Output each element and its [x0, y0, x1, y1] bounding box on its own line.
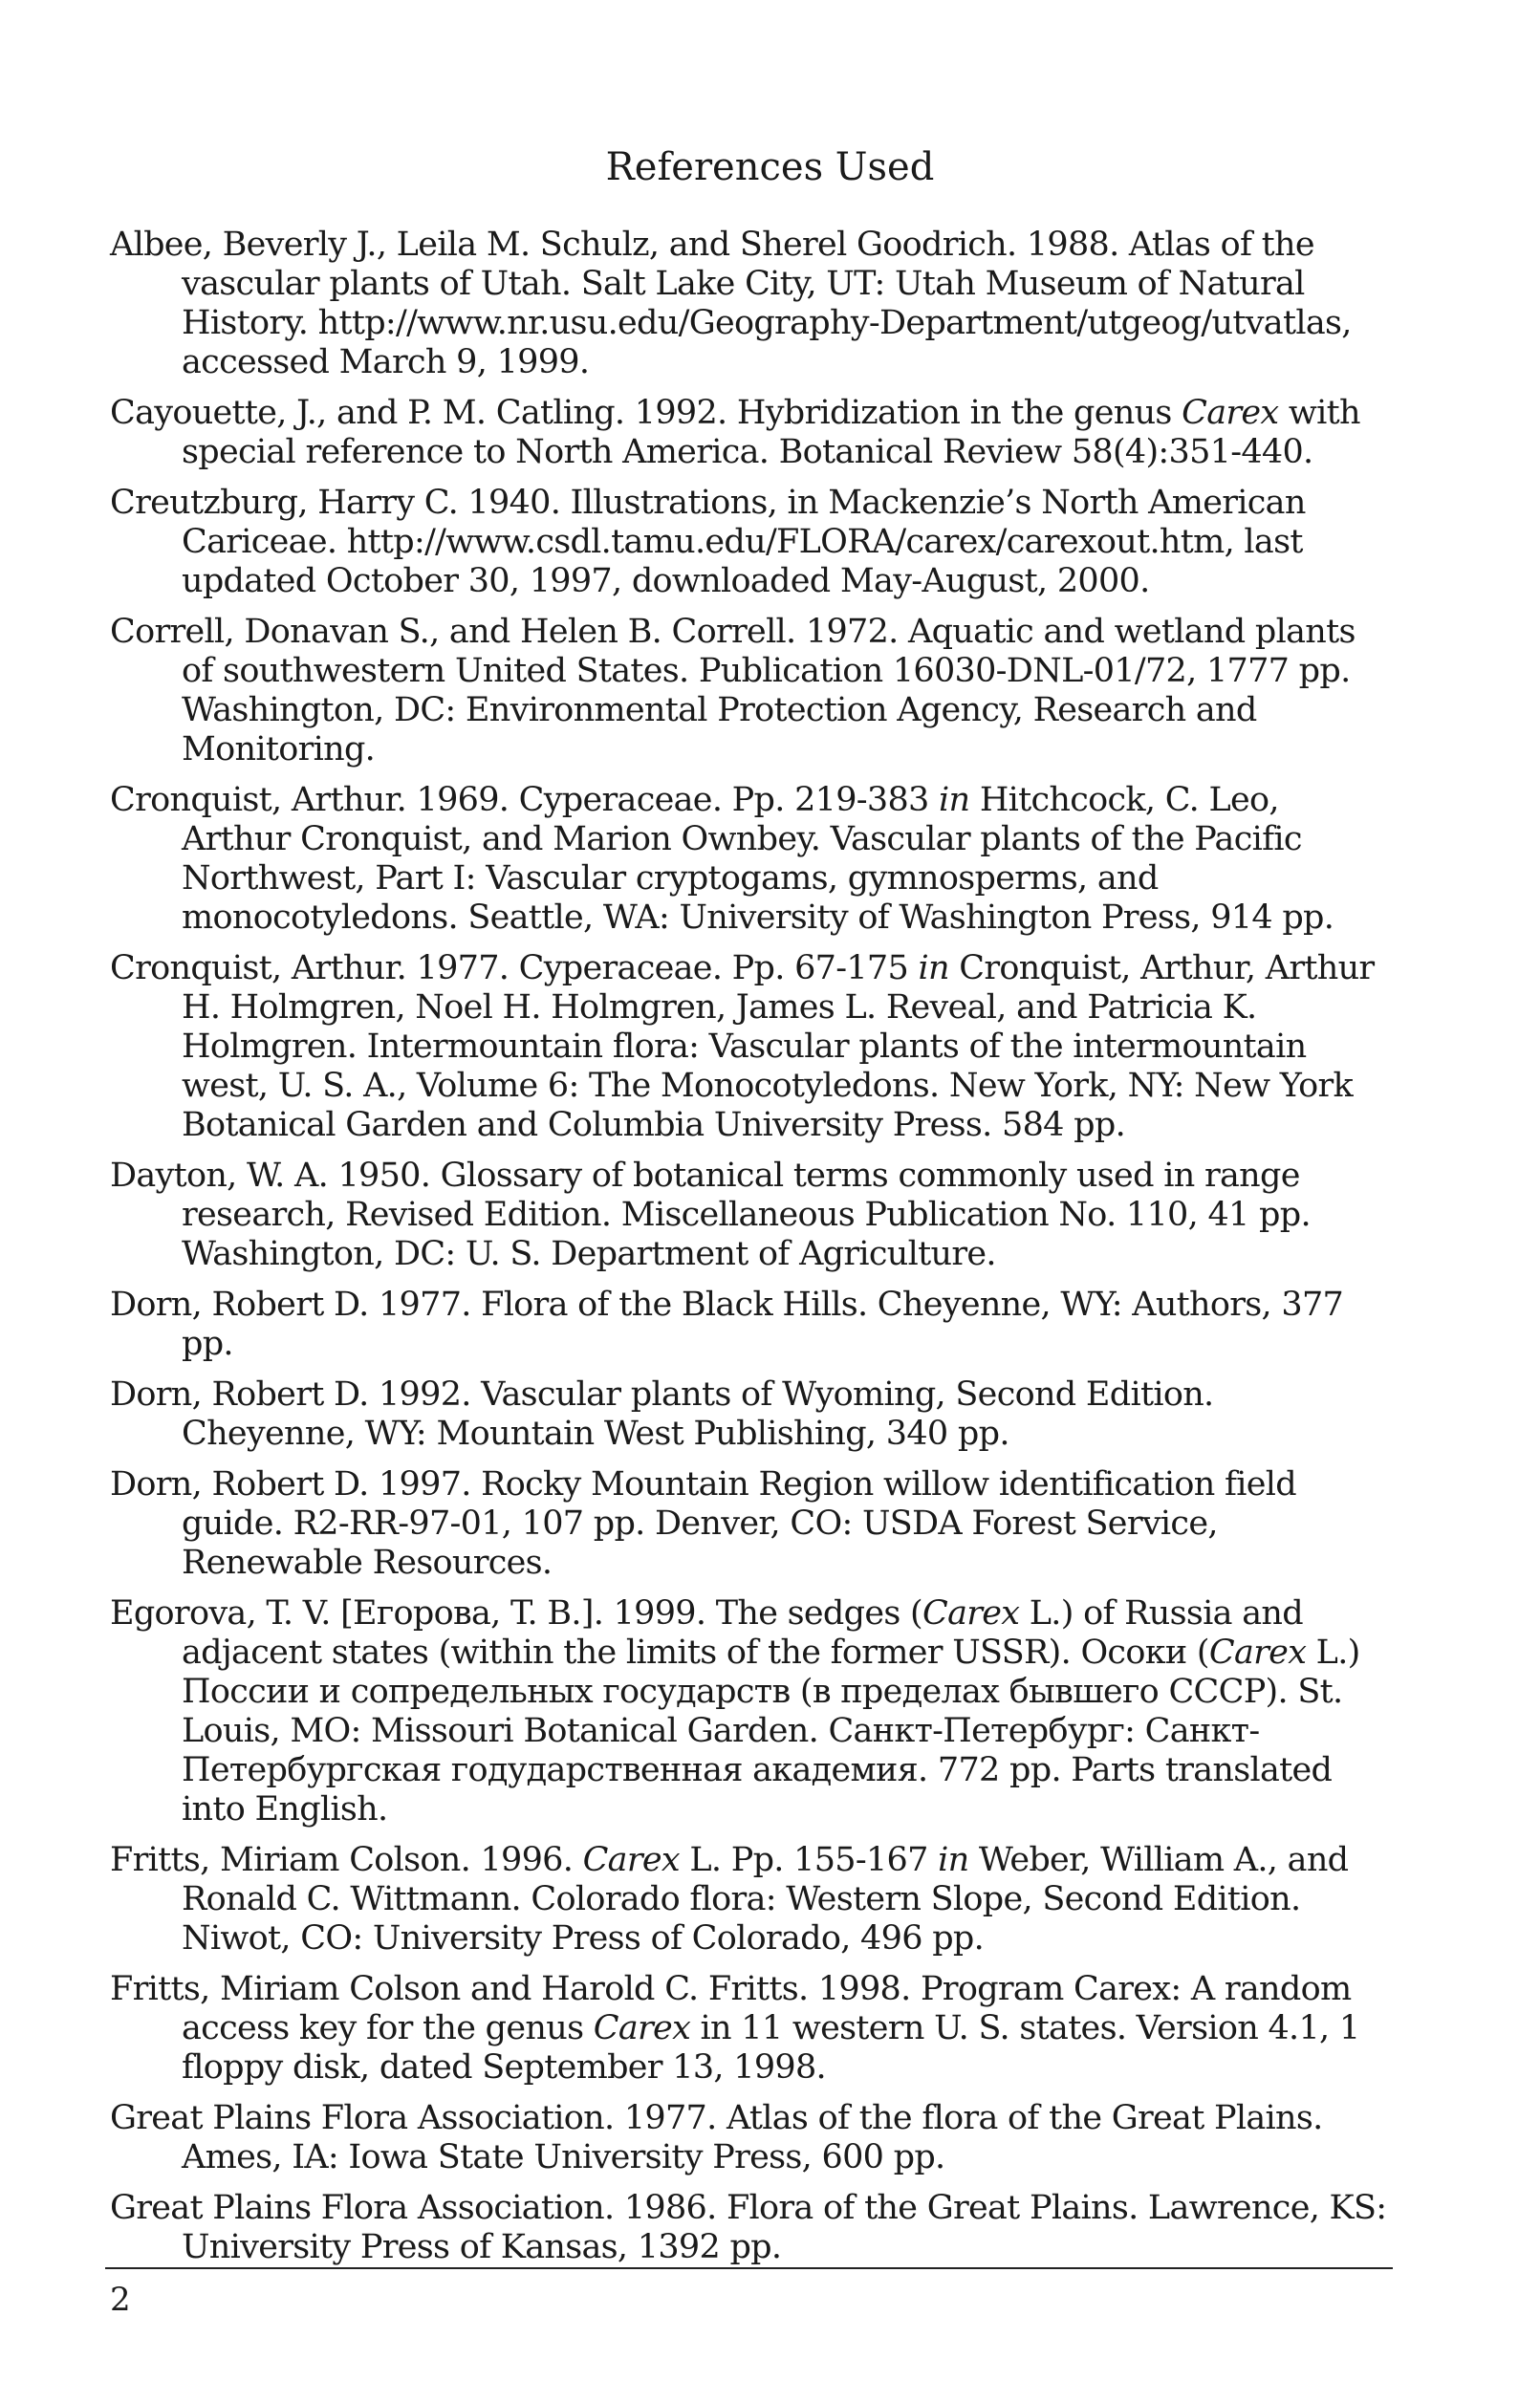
reference-entry — [110, 1594, 1391, 1829]
reference-text: Cronquist, Arthur. 1977. Cyperaceae. Pp. 67-175 — [110, 949, 919, 987]
reference-entry — [110, 613, 1391, 769]
reference-text: L.) Поссии и сопредельных государств (в пределах бывшего СССР). St. Louis, MO: Missouri Botanical Garden. Санкт-Петербург: Санкт-Петербургская годударственная академия. 772 pp. Parts translated into English. — [182, 1634, 1360, 1829]
reference-text: L.) of Russia and adjacent states (within the limits of the former USSR). Осоки ( — [182, 1594, 1303, 1672]
reference-text: Great Plains Flora Association. 1977. Atlas of the flora of the Great Plains. Ames, IA: Iowa State University Press, 600 pp. — [110, 2099, 1323, 2176]
reference-text: Cayouette, J., and P. M. Catling. 1992. Hybridization in the genus — [110, 394, 1182, 432]
reference-italic-text: Carex — [1182, 394, 1279, 432]
reference-text: Dayton, W. A. 1950. Glossary of botanical terms commonly used in range research, Revised Edition. Miscellaneous Publication No. 110, 41 pp. Washington, DC: U. S. Department of Agriculture. — [110, 1157, 1311, 1273]
reference-italic-text: Carex — [582, 1841, 680, 1879]
reference-text: Fritts, Miriam Colson. 1996. — [110, 1841, 583, 1879]
reference-italic-text: Carex — [1208, 1634, 1307, 1672]
reference-text: Creutzburg, Harry C. 1940. Illustrations, in Mackenzie’s North American Cariceae. http://www.csdl.tamu.edu/FLORA/carex/carexout.htm, last updated October 30, 1997, downloaded May-August, 2000. — [110, 484, 1306, 600]
reference-text: Cronquist, Arthur. 1969. Cyperaceae. Pp. 219-383 — [110, 781, 940, 819]
reference-entry — [110, 1465, 1391, 1583]
reference-text: Dorn, Robert D. 1992. Vascular plants of Wyoming, Second Edition. Cheyenne, WY: Mountain West Publishing, 340 pp. — [110, 1375, 1214, 1453]
reference-italic-text: in — [938, 1841, 969, 1879]
reference-text: with special reference to North America. Botanical Review 58(4):351-440. — [182, 394, 1360, 471]
reference-italic-text: in — [918, 949, 949, 987]
reference-text: Fritts, Miriam Colson and Harold C. Fritts. 1998. Program Carex: A random access key for the genus — [110, 1970, 1352, 2047]
reference-entry — [110, 1970, 1391, 2088]
reference-entry — [110, 2099, 1391, 2177]
footer-divider — [105, 2267, 1393, 2269]
reference-entry — [110, 1286, 1391, 1364]
reference-entry — [110, 2189, 1391, 2267]
reference-entry — [110, 394, 1391, 472]
reference-text: Great Plains Flora Association. 1986. Flora of the Great Plains. Lawrence, KS: University Press of Kansas, 1392 pp. — [110, 2189, 1387, 2266]
reference-text: Dorn, Robert D. 1977. Flora of the Black Hills. Cheyenne, WY: Authors, 377 pp. — [110, 1286, 1344, 1363]
reference-entry — [110, 1841, 1391, 1959]
reference-text: in 11 western U. S. states. Version 4.1, 1 floppy disk, dated September 13, 1998. — [182, 2009, 1360, 2087]
page-title: References Used — [605, 145, 935, 189]
reference-text: Cronquist, Arthur, Arthur H. Holmgren, Noel H. Holmgren, James L. Reveal, and Patricia K. Holmgren. Intermountain flora: Vascular plants of the intermountain west, U. S. A., Volume 6: The Monocotyledons. New York, NY: New York Botanical Garden and Columbia University Press. 584 pp. — [182, 949, 1375, 1144]
reference-entry — [110, 1375, 1391, 1454]
reference-text: Hitchcock, C. Leo, Arthur Cronquist, and Marion Ownbey. Vascular plants of the Pacific Northwest, Part I: Vascular cryptogams, gymnosperms, and monocotyledons. Seattle, WA: University of Washington Press, 914 pp. — [182, 781, 1334, 937]
reference-italic-text: Carex — [593, 2009, 691, 2047]
reference-entry — [110, 781, 1391, 938]
reference-entry — [110, 484, 1391, 601]
reference-italic-text: in — [939, 781, 970, 819]
reference-italic-text: Carex — [922, 1594, 1020, 1633]
reference-text: Correll, Donavan S., and Helen B. Correll. 1972. Aquatic and wetland plants of southwestern United States. Publication 16030-DNL-01/72, 1777 pp. Washington, DC: Environmental Protection Agency, Research and Monitoring. — [110, 613, 1356, 768]
reference-entry — [110, 949, 1391, 1145]
reference-text: Dorn, Robert D. 1997. Rocky Mountain Region willow identification field guide. R2-RR-97-01, 107 pp. Denver, CO: USDA Forest Service, Renewable Resources. — [110, 1465, 1297, 1582]
reference-text: Albee, Beverly J., Leila M. Schulz, and Sherel Goodrich. 1988. Atlas of the vascular plants of Utah. Salt Lake City, UT: Utah Museum of Natural History. http://www.nr.usu.edu/Geography-Department/utgeog/utvatlas, accessed March 9, 1999. — [110, 226, 1352, 381]
reference-entry — [110, 1157, 1391, 1274]
reference-text: Weber, William A., and Ronald C. Wittmann. Colorado flora: Western Slope, Second Edition. Niwot, CO: University Press of Colorado, 496 pp. — [182, 1841, 1349, 1958]
page-number: 2 — [110, 2281, 131, 2319]
reference-list — [110, 226, 1391, 2279]
reference-text: Egorova, T. V. [Егорова, T. B.]. 1999. The sedges ( — [110, 1594, 922, 1633]
reference-entry — [110, 226, 1391, 382]
reference-text: L. Pp. 155-167 — [679, 1841, 939, 1879]
